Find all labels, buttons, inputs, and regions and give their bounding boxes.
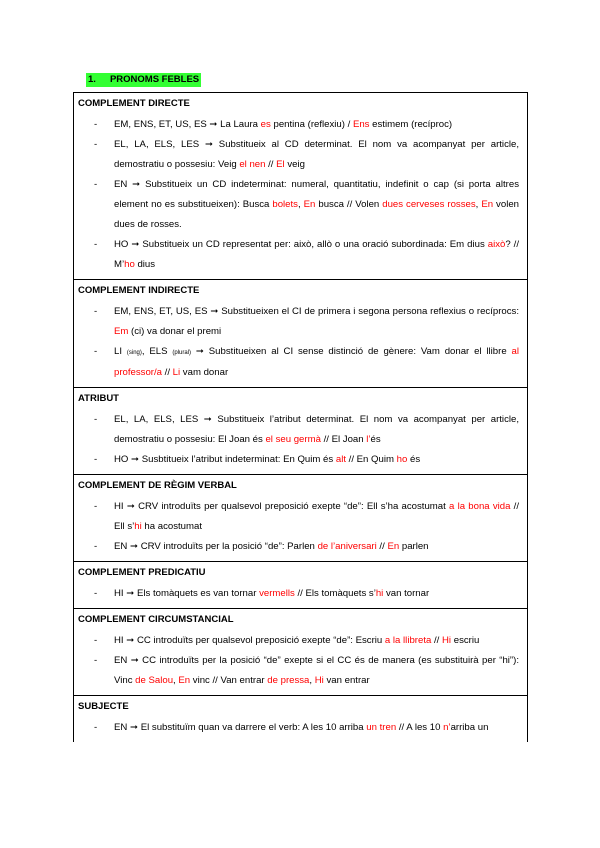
list-item (74, 410, 527, 450)
list-item (74, 135, 527, 175)
item-text: EL, LA, ELS, LES ➞ Substitueix l’atribut determinat. El nom va acompanyat per article, demostratiu o possesiu: El Joan és (114, 414, 519, 445)
example-highlight: això (487, 239, 506, 250)
example-highlight: Em (114, 326, 129, 337)
item-text: (plural) (172, 350, 192, 356)
item-text: HO ➞ Substitueix un CD representat per: això, allò o una oració subordinada: Em dius (114, 239, 488, 250)
example-highlight: vermells (259, 588, 295, 599)
example-highlight: al professor/a (114, 346, 519, 378)
example-highlight: l’ (366, 434, 371, 445)
example-highlight: En (481, 199, 494, 210)
item-text: // A les 10 (396, 722, 444, 733)
item-text: // (376, 541, 388, 552)
list-item (74, 115, 527, 135)
list-item (74, 631, 527, 651)
bullet-dash: - (94, 454, 98, 465)
item-text: ha acostumat (141, 521, 202, 532)
grammar-table (73, 92, 528, 742)
item-text: EN ➞ El substituïm quan va darrere el verb: A les 10 arriba (114, 722, 367, 733)
section-title: COMPLEMENT PREDICATIU (78, 567, 206, 578)
example-highlight: Li (172, 367, 181, 378)
bullet-dash: - (94, 179, 98, 190)
section-box (73, 561, 528, 608)
list-item (74, 235, 527, 275)
example-highlight: ho (124, 259, 135, 270)
item-text: busca // Volen (315, 199, 383, 210)
bullet-dash: - (94, 414, 98, 425)
example-highlight: bolets (272, 199, 298, 210)
list-item (74, 450, 527, 470)
item-text: , ELS (141, 346, 173, 357)
item-text: EN ➞ CC introduïts per la posició “de” exepte si el CC és de manera (es substituirà per “hi”): Vinc (114, 655, 519, 686)
item-text: HI ➞ CC introduïts per qualsevol preposició exepte “de”: Escriu (114, 635, 385, 646)
section-box (73, 92, 528, 279)
heading-number: 1. (88, 74, 96, 85)
example-highlight: Ens (352, 119, 370, 130)
bullet-dash: - (94, 655, 98, 666)
example-highlight: En (387, 541, 400, 552)
example-highlight: a la bona vida (449, 501, 511, 512)
item-text: estimem (recíproc) (369, 119, 453, 130)
example-highlight: de l’aniversari (317, 541, 377, 552)
bullet-dash: - (94, 541, 98, 552)
example-highlight: a la llibreta (384, 635, 432, 646)
example-highlight: alt (335, 454, 346, 465)
item-text: LI (114, 346, 127, 357)
example-highlight: dues cerveses rosses (382, 199, 476, 210)
item-text: // Els tomàquets s’ (294, 588, 376, 599)
item-text: HI ➞ CRV introduïts per qualsevol preposició exepte “de”: Ell s’ha acostumat (114, 501, 450, 512)
bullet-dash: - (94, 346, 98, 357)
bullet-dash: - (94, 239, 98, 250)
list-item (74, 342, 527, 383)
example-highlight: ho (396, 454, 408, 465)
item-text: , (297, 199, 304, 210)
item-text: ➞ Substitueixen al CI sense distinció de gènere: Vam donar el llibre (191, 346, 512, 357)
item-text: van tornar (383, 588, 430, 599)
item-text: // (162, 367, 173, 378)
item-text: // (431, 635, 442, 646)
item-text: van entrar (323, 675, 370, 686)
item-text: veig (284, 159, 305, 170)
item-text: , (475, 199, 482, 210)
item-text: volen dues de rosses. (114, 199, 519, 230)
item-text: és (370, 434, 381, 445)
example-highlight: En (178, 675, 191, 686)
section-title: COMPLEMENT DE RÈGIM VERBAL (78, 480, 237, 491)
example-highlight: El (276, 159, 285, 170)
section-title: COMPLEMENT INDIRECTE (78, 285, 200, 296)
item-text: vam donar (180, 367, 229, 378)
example-highlight: n’ (443, 722, 451, 733)
item-text: EN ➞ CRV introduïts per la posició “de”: Parlen (114, 541, 318, 552)
bullet-dash: - (94, 501, 98, 512)
section-heading (86, 73, 201, 87)
example-highlight: En (303, 199, 316, 210)
example-highlight: el nen (239, 159, 266, 170)
item-text: ? // M’ (114, 239, 519, 270)
example-highlight: es (260, 119, 271, 130)
section-title: ATRIBUT (78, 393, 119, 404)
section-title: COMPLEMENT CIRCUMSTANCIAL (78, 614, 234, 625)
item-text: EM, ENS, ET, US, ES ➞ Substitueixen el CI de primera i segona persona reflexius o recíprocs: (114, 306, 519, 317)
section-title: SUBJECTE (78, 701, 129, 712)
bullet-dash: - (94, 635, 98, 646)
item-text: pentina (reflexiu) / (270, 119, 353, 130)
item-text: (sing) (126, 350, 142, 356)
section-box (73, 608, 528, 695)
list-item (74, 584, 527, 604)
item-text: // En Quim (346, 454, 397, 465)
bullet-dash: - (94, 119, 98, 130)
example-highlight: un tren (366, 722, 397, 733)
list-item (74, 651, 527, 691)
item-text: vinc // Van entrar (190, 675, 268, 686)
example-highlight: hi (375, 588, 384, 599)
item-text: HO ➞ Susbtitueix l’atribut indeterminat: En Quim és (114, 454, 336, 465)
bullet-dash: - (94, 722, 98, 733)
item-text: és (407, 454, 421, 465)
section-box (73, 474, 528, 561)
item-text: parlen (399, 541, 429, 552)
bullet-dash: - (94, 588, 98, 599)
item-text: escriu (451, 635, 480, 646)
example-highlight: Hi (314, 675, 324, 686)
item-text: EN ➞ Substitueix un CD indeterminat: numeral, quantitatiu, indefinit o cap (si porta altres element no es substitueixen): Busca (114, 179, 519, 210)
heading-title: PRONOMS FEBLES (109, 74, 200, 85)
item-text: EL, LA, ELS, LES ➞ Substitueix al CD determinat. El nom va acompanyat per article, demostratiu o possesiu: Veig (114, 139, 519, 170)
section-title: COMPLEMENT DIRECTE (78, 98, 190, 109)
item-text: , (309, 675, 315, 686)
bullet-dash: - (94, 306, 98, 317)
bullet-dash: - (94, 139, 98, 150)
item-text: // (265, 159, 277, 170)
item-text: , (173, 675, 179, 686)
list-item (74, 302, 527, 342)
item-text: dius (134, 259, 156, 270)
list-item (74, 718, 527, 738)
example-highlight: de Salou (135, 675, 174, 686)
item-text: // Ell s’ (114, 501, 520, 532)
section-box (73, 387, 528, 474)
example-highlight: de pressa (267, 675, 310, 686)
example-highlight: el seu germà (265, 434, 321, 445)
list-item (74, 175, 527, 235)
example-highlight: Hi (442, 635, 452, 646)
item-text: // El Joan (320, 434, 367, 445)
section-box (73, 695, 528, 742)
list-item (74, 537, 527, 557)
item-text: EM, ENS, ET, US, ES ➞ La Laura (114, 119, 261, 130)
item-text: arriba un (450, 722, 489, 733)
item-text: HI ➞ Els tomàquets es van tornar (114, 588, 260, 599)
item-text: (ci) va donar el premi (128, 326, 222, 337)
list-item (74, 497, 527, 537)
example-highlight: hi (134, 521, 142, 532)
section-box (73, 279, 528, 387)
